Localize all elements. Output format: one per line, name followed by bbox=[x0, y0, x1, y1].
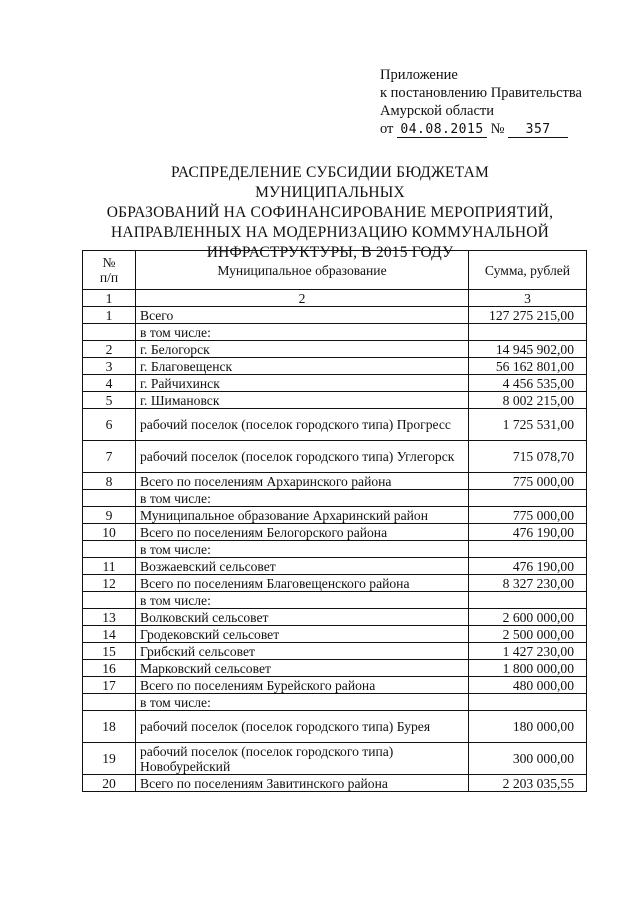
row-municipality: рабочий поселок (поселок городского типа) Бурея bbox=[136, 711, 469, 743]
document-number: 357 bbox=[508, 122, 568, 138]
row-amount: 2 600 000,00 bbox=[469, 609, 587, 626]
row-municipality: в том числе: bbox=[136, 324, 469, 341]
table-row bbox=[83, 392, 587, 409]
appendix-region: Амурской области bbox=[380, 103, 494, 119]
row-amount: 1 800 000,00 bbox=[469, 660, 587, 677]
table-row bbox=[83, 677, 587, 694]
table-row bbox=[83, 324, 587, 341]
row-amount: 2 203 035,55 bbox=[469, 775, 587, 792]
row-amount: 715 078,70 bbox=[469, 441, 587, 473]
table-row bbox=[83, 375, 587, 392]
table-row bbox=[83, 541, 587, 558]
row-amount: 56 162 801,00 bbox=[469, 358, 587, 375]
appendix-resolution: к постановлению Правительства bbox=[380, 85, 582, 101]
row-number: 17 bbox=[83, 677, 136, 694]
row-number: 4 bbox=[83, 375, 136, 392]
title-line-3: НАПРАВЛЕННЫХ НА МОДЕРНИЗАЦИЮ КОММУНАЛЬНОЙ bbox=[110, 224, 550, 241]
table-row bbox=[83, 711, 587, 743]
row-amount: 775 000,00 bbox=[469, 507, 587, 524]
column-index-row bbox=[83, 290, 587, 307]
row-number: 1 bbox=[83, 307, 136, 324]
row-number: 12 bbox=[83, 575, 136, 592]
row-amount: 300 000,00 bbox=[469, 743, 587, 775]
row-amount: 480 000,00 bbox=[469, 677, 587, 694]
row-municipality: Всего по поселениям Завитинского района bbox=[136, 775, 469, 792]
row-amount: 2 500 000,00 bbox=[469, 626, 587, 643]
index-col-1: 1 bbox=[83, 290, 136, 307]
row-number bbox=[83, 541, 136, 558]
row-number: 7 bbox=[83, 441, 136, 473]
appendix-block bbox=[380, 66, 582, 138]
row-number: 19 bbox=[83, 743, 136, 775]
row-number bbox=[83, 324, 136, 341]
row-amount bbox=[469, 490, 587, 507]
row-municipality: Возжаевский сельсовет bbox=[136, 558, 469, 575]
row-amount: 476 190,00 bbox=[469, 524, 587, 541]
row-amount: 8 002 215,00 bbox=[469, 392, 587, 409]
row-municipality: в том числе: bbox=[136, 490, 469, 507]
appendix-date-line bbox=[380, 120, 582, 138]
row-municipality: в том числе: bbox=[136, 541, 469, 558]
row-amount: 4 456 535,00 bbox=[469, 375, 587, 392]
row-amount: 14 945 902,00 bbox=[469, 341, 587, 358]
row-number: 18 bbox=[83, 711, 136, 743]
row-municipality: Волковский сельсовет bbox=[136, 609, 469, 626]
from-label: от bbox=[380, 121, 394, 137]
row-number: 14 bbox=[83, 626, 136, 643]
header-num-abbr: п/п bbox=[99, 270, 119, 285]
row-amount: 180 000,00 bbox=[469, 711, 587, 743]
index-col-3: 3 bbox=[469, 290, 587, 307]
row-municipality: Всего по поселениям Архаринского района bbox=[136, 473, 469, 490]
table-row bbox=[83, 660, 587, 677]
row-amount bbox=[469, 694, 587, 711]
row-municipality: в том числе: bbox=[136, 694, 469, 711]
table-row bbox=[83, 473, 587, 490]
row-municipality: Гродековский сельсовет bbox=[136, 626, 469, 643]
row-amount bbox=[469, 541, 587, 558]
row-number bbox=[83, 490, 136, 507]
row-amount: 1 725 531,00 bbox=[469, 409, 587, 441]
row-amount bbox=[469, 324, 587, 341]
row-number: 16 bbox=[83, 660, 136, 677]
table-row bbox=[83, 575, 587, 592]
row-municipality: в том числе: bbox=[136, 592, 469, 609]
appendix-title: Приложение bbox=[380, 67, 458, 83]
document-title bbox=[100, 163, 560, 263]
table-row bbox=[83, 490, 587, 507]
table-row bbox=[83, 307, 587, 324]
table-row bbox=[83, 626, 587, 643]
table-row bbox=[83, 643, 587, 660]
row-amount: 476 190,00 bbox=[469, 558, 587, 575]
row-municipality: Марковский сельсовет bbox=[136, 660, 469, 677]
row-number bbox=[83, 592, 136, 609]
row-municipality: Всего по поселениям Благовещенского района bbox=[136, 575, 469, 592]
header-num-cell bbox=[83, 251, 136, 290]
row-municipality: Всего по поселениям Бурейского района bbox=[136, 677, 469, 694]
header-name-cell: Муниципальное образование bbox=[136, 251, 469, 290]
table-row bbox=[83, 507, 587, 524]
table-row bbox=[83, 524, 587, 541]
row-amount: 1 427 230,00 bbox=[469, 643, 587, 660]
row-municipality: г. Райчихинск bbox=[136, 375, 469, 392]
number-label: № bbox=[490, 121, 505, 137]
header-amount-cell: Сумма, рублей bbox=[469, 251, 587, 290]
title-line-4: ИНФРАСТРУКТУРЫ, В 2015 ГОДУ bbox=[206, 244, 454, 261]
row-number: 13 bbox=[83, 609, 136, 626]
table-row bbox=[83, 441, 587, 473]
row-number bbox=[83, 694, 136, 711]
row-municipality: Грибский сельсовет bbox=[136, 643, 469, 660]
row-number: 11 bbox=[83, 558, 136, 575]
table-row bbox=[83, 775, 587, 792]
document-date: 04.08.2015 bbox=[397, 122, 487, 138]
row-municipality: Муниципальное образование Архаринский район bbox=[136, 507, 469, 524]
table-row bbox=[83, 358, 587, 375]
table-header-row bbox=[83, 251, 587, 290]
title-line-2: ОБРАЗОВАНИЙ НА СОФИНАНСИРОВАНИЕ МЕРОПРИЯТИЙ, bbox=[106, 204, 554, 221]
row-number: 2 bbox=[83, 341, 136, 358]
table-row bbox=[83, 743, 587, 775]
table-row bbox=[83, 694, 587, 711]
row-amount: 8 327 230,00 bbox=[469, 575, 587, 592]
index-col-2: 2 bbox=[136, 290, 469, 307]
table-row bbox=[83, 409, 587, 441]
row-municipality: рабочий поселок (поселок городского типа) Прогресс bbox=[136, 409, 469, 441]
table-row bbox=[83, 558, 587, 575]
row-municipality: г. Белогорск bbox=[136, 341, 469, 358]
table-row bbox=[83, 609, 587, 626]
row-number: 3 bbox=[83, 358, 136, 375]
row-number: 15 bbox=[83, 643, 136, 660]
header-num-symbol: № bbox=[102, 255, 116, 270]
title-line-1: РАСПРЕДЕЛЕНИЕ СУБСИДИИ БЮДЖЕТАМ МУНИЦИПАЛЬНЫХ bbox=[171, 164, 489, 201]
row-number: 20 bbox=[83, 775, 136, 792]
row-amount: 127 275 215,00 bbox=[469, 307, 587, 324]
row-number: 6 bbox=[83, 409, 136, 441]
subsidy-table bbox=[82, 250, 587, 792]
row-municipality: рабочий поселок (поселок городского типа) Новобурейский bbox=[136, 743, 469, 775]
row-municipality: г. Благовещенск bbox=[136, 358, 469, 375]
row-amount bbox=[469, 592, 587, 609]
row-municipality: рабочий поселок (поселок городского типа) Углегорск bbox=[136, 441, 469, 473]
table-row bbox=[83, 592, 587, 609]
row-number: 10 bbox=[83, 524, 136, 541]
row-number: 5 bbox=[83, 392, 136, 409]
row-municipality: Всего bbox=[136, 307, 469, 324]
row-number: 8 bbox=[83, 473, 136, 490]
row-amount: 775 000,00 bbox=[469, 473, 587, 490]
row-municipality: г. Шимановск bbox=[136, 392, 469, 409]
row-municipality: Всего по поселениям Белогорского района bbox=[136, 524, 469, 541]
row-number: 9 bbox=[83, 507, 136, 524]
table-row bbox=[83, 341, 587, 358]
